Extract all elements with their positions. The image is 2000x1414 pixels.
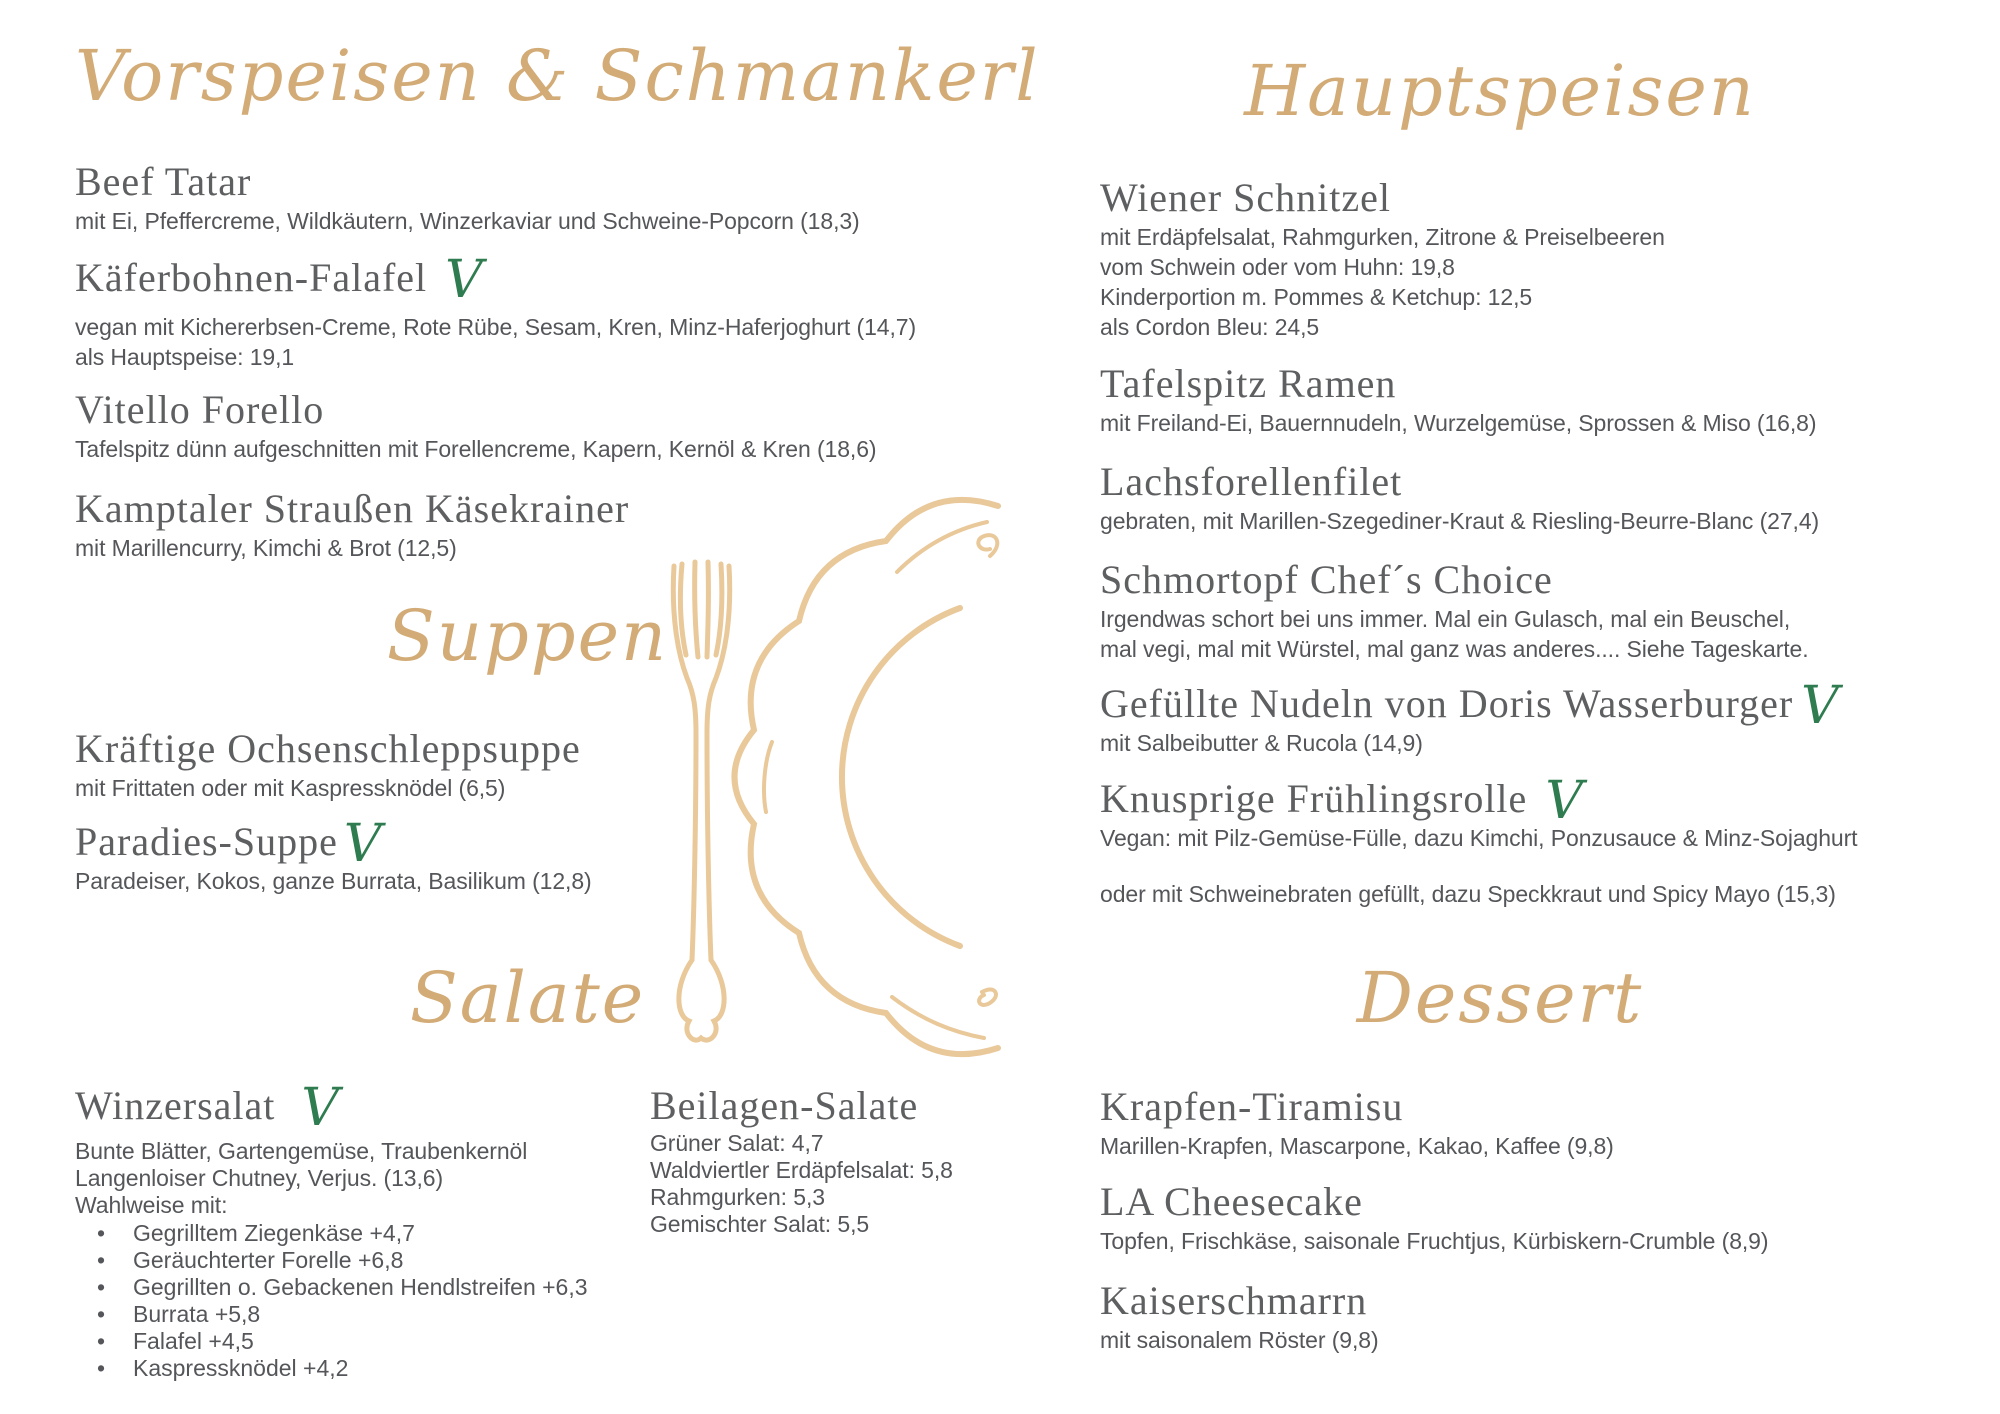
menu-item: [75, 388, 876, 464]
section-heading-hauptspeisen: Hauptspeisen: [1244, 50, 1756, 132]
dish-desc-line: mit Salbeibutter & Rucola (14,9): [1100, 730, 1423, 756]
dish-description: [1100, 604, 1809, 664]
bullet-icon: •: [97, 1301, 106, 1327]
dish-desc-line: Grüner Salat: 4,7: [650, 1130, 824, 1156]
dish-title: Vitello Forello: [75, 387, 325, 432]
salad-option: [97, 1328, 588, 1355]
salad-options-list: [75, 1220, 588, 1382]
dish-description: [75, 312, 916, 372]
menu-item: [1100, 362, 1816, 438]
salad-option-label: Burrata +5,8: [133, 1301, 261, 1327]
salad-option: [97, 1274, 588, 1301]
dish-desc-line: als Cordon Bleu: 24,5: [1100, 314, 1320, 340]
salad-option-label: Gegrillten o. Gebackenen Hendlstreifen +6,3: [133, 1274, 588, 1300]
menu-item: [1100, 460, 1819, 536]
dish-description: [75, 773, 581, 803]
section-heading-vorspeisen: Vorspeisen & Schmankerl: [75, 35, 1040, 117]
fork-and-plate-illustration: [652, 492, 1004, 1062]
salad-option: [97, 1355, 588, 1382]
section-heading-dessert: Dessert: [1356, 957, 1644, 1039]
dish-desc-line: vom Schwein oder vom Huhn: 19,8: [1100, 254, 1455, 280]
menu-item: [75, 160, 860, 236]
menu-item: [650, 1084, 953, 1238]
dish-description: [75, 1138, 588, 1219]
salad-option-label: Kaspressknödel +4,2: [133, 1355, 349, 1381]
dish-desc-line: als Hauptspeise: 19,1: [75, 344, 295, 370]
menu-item: [1100, 1180, 1768, 1256]
dish-description: [1100, 1325, 1379, 1355]
dish-desc-line: mit Frittaten oder mit Kaspressknödel (6,5): [75, 775, 506, 801]
menu-item: Paradies-Suppe V Paradeiser, Kokos, ganze Burrata, Basilikum (12,8): [75, 814, 592, 894]
dish-desc-line: Gemischter Salat: 5,5: [650, 1211, 870, 1237]
dish-title: Wiener Schnitzel: [1100, 175, 1391, 220]
menu-item: [1100, 1085, 1614, 1161]
dish-description: [75, 533, 629, 563]
menu-item: [1100, 1279, 1379, 1355]
dish-title: Kräftige Ochsenschleppsuppe: [75, 726, 581, 771]
dish-description: [1100, 408, 1816, 438]
dish-description: [75, 866, 592, 896]
salad-option-label: Gegrilltem Ziegenkäse +4,7: [133, 1220, 415, 1246]
dish-title: Krapfen-Tiramisu: [1100, 1084, 1404, 1129]
menu-item: [1100, 176, 1665, 342]
dish-desc-line: Rahmgurken: 5,3: [650, 1184, 825, 1210]
dish-description: [1100, 823, 1857, 909]
dish-description: [1100, 1226, 1768, 1256]
dish-title: Kaiserschmarrn: [1100, 1278, 1368, 1323]
section-heading-suppen: Suppen: [386, 595, 669, 677]
salad-option-label: Falafel +4,5: [133, 1328, 254, 1354]
dish-title: Kamptaler Straußen Käsekrainer: [75, 486, 630, 531]
salad-option: [97, 1247, 588, 1274]
bullet-icon: •: [97, 1247, 106, 1273]
dish-desc-line: Waldviertler Erdäpfelsalat: 5,8: [650, 1157, 953, 1183]
dish-description: [75, 434, 876, 464]
dish-desc-line: Langenloiser Chutney, Verjus. (13,6): [75, 1165, 444, 1191]
dish-description: [1100, 506, 1819, 536]
dish-desc-line: mit Freiland-Ei, Bauernnudeln, Wurzelgemüse, Sprossen & Miso (16,8): [1100, 410, 1817, 436]
dish-desc-line: mit saisonalem Röster (9,8): [1100, 1327, 1379, 1353]
salad-option-label: Geräuchterter Forelle +6,8: [133, 1247, 404, 1273]
dish-description: [75, 206, 860, 236]
dish-title: Käferbohnen-Falafel: [75, 255, 428, 300]
dish-title: Tafelspitz Ramen: [1100, 361, 1397, 406]
dish-desc-line: oder mit Schweinebraten gefüllt, dazu Speckkraut und Spicy Mayo (15,3): [1100, 881, 1836, 907]
dish-desc-line: Marillen-Krapfen, Mascarpone, Kakao, Kaffee (9,8): [1100, 1133, 1614, 1159]
dish-title: Beef Tatar: [75, 159, 252, 204]
dish-title: Beilagen-Salate: [650, 1083, 919, 1128]
dish-title: Winzersalat: [75, 1083, 276, 1128]
dish-desc-line: mal vegi, mal mit Würstel, mal ganz was anderes.... Siehe Tageskarte.: [1100, 636, 1809, 662]
dish-title: Schmortopf Chef´s Choice: [1100, 557, 1553, 602]
bullet-icon: •: [97, 1328, 106, 1354]
salad-option: [97, 1220, 588, 1247]
dish-title: LA Cheesecake: [1100, 1179, 1363, 1224]
menu-item: Winzersalat V Bunte Blätter, Gartengemüse, Traubenkernöl Langenloiser Chutney, Verjus. (13,6) Wahlweise mit: • Gegrilltem Ziegenkäse +4,7 • Geräuchterter Forelle +6,8 • Gegrillten o. Gebackenen Hendlstreifen +6,3 • Burrata +5,8 • Falafel +4,5 • Kaspressknödel +4,2: [75, 1078, 588, 1381]
salad-option: [97, 1301, 588, 1328]
dish-title: Paradies-Suppe: [75, 819, 338, 864]
dish-description: [650, 1130, 953, 1238]
menu-item: Gefüllte Nudeln von Doris Wasserburger V mit Salbeibutter & Rucola (14,9): [1100, 676, 1839, 756]
dish-title: Knusprige Frühlingsrolle: [1100, 776, 1528, 821]
dish-desc-line: Tafelspitz dünn aufgeschnitten mit Forellencreme, Kapern, Kernöl & Kren (18,6): [75, 436, 877, 462]
dish-desc-line: mit Erdäpfelsalat, Rahmgurken, Zitrone & Preiselbeeren: [1100, 224, 1665, 250]
bullet-icon: •: [97, 1220, 106, 1246]
menu-item: [75, 487, 629, 563]
dish-desc-line: gebraten, mit Marillen-Szegediner-Kraut & Riesling-Beurre-Blanc (27,4): [1100, 508, 1820, 534]
dish-title: Lachsforellenfilet: [1100, 459, 1403, 504]
dish-desc-line: Bunte Blätter, Gartengemüse, Traubenkernöl: [75, 1138, 528, 1164]
dish-desc-line: mit Marillencurry, Kimchi & Brot (12,5): [75, 535, 457, 561]
bullet-icon: •: [97, 1355, 106, 1381]
menu-item: Käferbohnen-Falafel V vegan mit Kichererbsen-Creme, Rote Rübe, Sesam, Kren, Minz-Haferjoghurt (14,7) als Hauptspeise: 19,1: [75, 250, 916, 370]
dish-desc-line: Wahlweise mit:: [75, 1192, 228, 1218]
dish-description: [1100, 728, 1839, 758]
dish-desc-line: vegan mit Kichererbsen-Creme, Rote Rübe, Sesam, Kren, Minz-Haferjoghurt (14,7): [75, 314, 916, 340]
menu-item: [75, 727, 581, 803]
bullet-icon: •: [97, 1274, 106, 1300]
dish-desc-line: Irgendwas schort bei uns immer. Mal ein Gulasch, mal ein Beuschel,: [1100, 606, 1791, 632]
dish-description: [1100, 222, 1665, 342]
fork-icon: [673, 562, 729, 1040]
menu-item: Knusprige Frühlingsrolle V Vegan: mit Pilz-Gemüse-Fülle, dazu Kimchi, Ponzusauce & Minz-Sojaghurt oder mit Schweinebraten gefüllt, dazu Speckkraut und Spicy Mayo (15,3): [1100, 771, 1858, 907]
dish-desc-line: Vegan: mit Pilz-Gemüse-Fülle, dazu Kimchi, Ponzusauce & Minz-Sojaghurt: [1100, 825, 1858, 851]
section-heading-salate: Salate: [409, 957, 646, 1039]
dish-desc-line: mit Ei, Pfeffercreme, Wildkäutern, Winzerkaviar und Schweine-Popcorn (18,3): [75, 208, 860, 234]
dish-description: [1100, 1131, 1614, 1161]
dish-desc-line: Topfen, Frischkäse, saisonale Fruchtjus, Kürbiskern-Crumble (8,9): [1100, 1228, 1769, 1254]
menu-item: [1100, 558, 1809, 664]
dish-title: Gefüllte Nudeln von Doris Wasserburger: [1100, 681, 1794, 726]
dish-desc-line: Paradeiser, Kokos, ganze Burrata, Basilikum (12,8): [75, 868, 592, 894]
dish-desc-line: Kinderportion m. Pommes & Ketchup: 12,5: [1100, 284, 1533, 310]
plate-icon: [735, 500, 999, 1054]
